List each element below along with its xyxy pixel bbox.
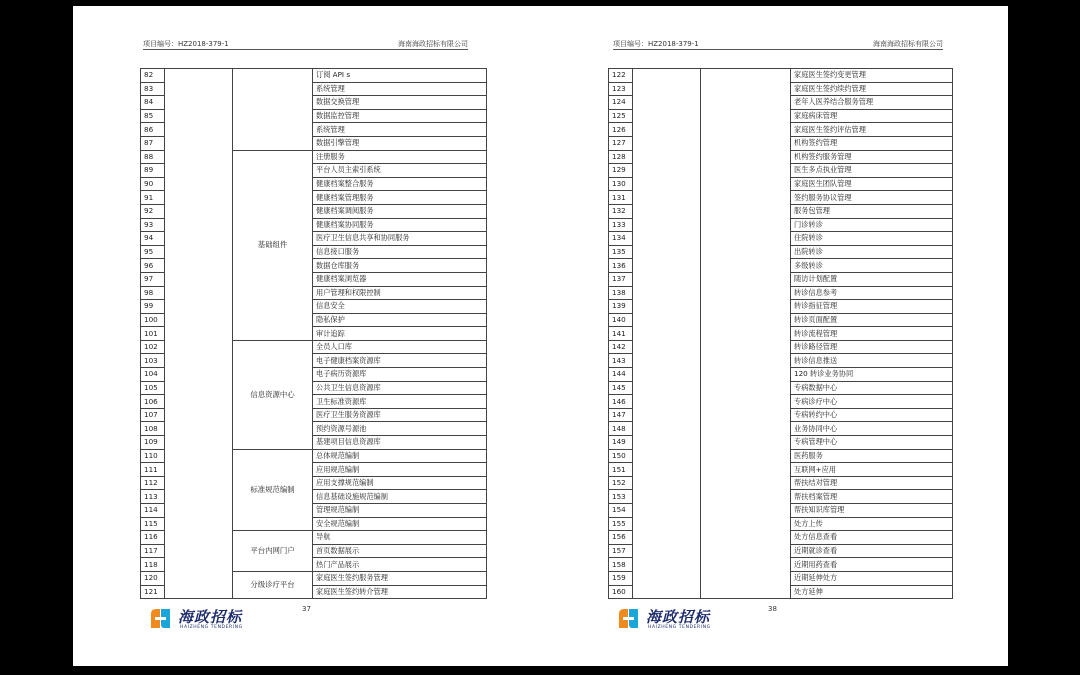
row-number: 147: [609, 408, 633, 422]
item-name: 处方上传: [791, 517, 953, 531]
item-name: 健康档案协同服务: [313, 218, 487, 232]
row-number: 148: [609, 422, 633, 436]
logo-mark-icon: [616, 606, 641, 631]
item-name: 家庭医生团队管理: [791, 177, 953, 191]
item-name: 120 转诊业务协同: [791, 368, 953, 382]
row-number: 90: [141, 177, 165, 191]
project-number: 项目编号：HZ2018-379-1: [143, 40, 229, 48]
item-name: 门诊转诊: [791, 218, 953, 232]
item-name: 转诊路径管理: [791, 340, 953, 354]
logo-chinese-text: 海政招标: [178, 608, 243, 626]
item-name: 近期用药查看: [791, 558, 953, 572]
row-number: 134: [609, 232, 633, 246]
item-name: 医生多点执业管理: [791, 164, 953, 178]
row-number: 121: [141, 585, 165, 599]
row-number: 88: [141, 150, 165, 164]
page-number: 37: [302, 605, 311, 613]
group-label: 标准规范编制: [233, 449, 313, 531]
item-name: 信息安全: [313, 300, 487, 314]
row-number: 140: [609, 313, 633, 327]
page-header: [143, 39, 468, 50]
row-number: 95: [141, 245, 165, 259]
item-name: 数据监控管理: [313, 109, 487, 123]
row-number: 87: [141, 136, 165, 150]
item-name: 电子健康档案资源库: [313, 354, 487, 368]
logo-english-text: HAIZHENG TENDERING: [648, 625, 711, 630]
row-number: 89: [141, 164, 165, 178]
item-name: 转诊信息参考: [791, 286, 953, 300]
page-number: 38: [768, 605, 777, 613]
row-number: 84: [141, 96, 165, 110]
row-number: 139: [609, 300, 633, 314]
row-number: 109: [141, 436, 165, 450]
row-number: 96: [141, 259, 165, 273]
item-name: 转诊流程管理: [791, 327, 953, 341]
row-number: 85: [141, 109, 165, 123]
row-number: 125: [609, 109, 633, 123]
item-name: 医疗卫生服务资源库: [313, 408, 487, 422]
item-name: 审计追踪: [313, 327, 487, 341]
item-name: 家庭医生签约服务管理: [313, 571, 487, 585]
row-number: 127: [609, 136, 633, 150]
left-page: [73, 6, 540, 666]
row-number: 130: [609, 177, 633, 191]
row-number: 92: [141, 204, 165, 218]
item-name: 家庭医生签约续约管理: [791, 82, 953, 96]
row-number: 143: [609, 354, 633, 368]
logo-chinese-text: 海政招标: [646, 608, 711, 626]
right-page: [541, 6, 1008, 666]
row-number: 104: [141, 368, 165, 382]
item-name: 签约服务协议管理: [791, 191, 953, 205]
item-name: 热门产品展示: [313, 558, 487, 572]
project-number: 项目编号：HZ2018-379-1: [613, 40, 699, 48]
row-number: 145: [609, 381, 633, 395]
item-name: 健康档案调阅服务: [313, 204, 487, 218]
row-number: 82: [141, 69, 165, 83]
item-table: [140, 68, 487, 599]
item-name: 转诊页面配置: [791, 313, 953, 327]
item-name: 转诊指征管理: [791, 300, 953, 314]
row-number: 138: [609, 286, 633, 300]
company-name: 海南海政招标有限公司: [873, 40, 943, 48]
item-name: 系统管理: [313, 82, 487, 96]
category-cell: [633, 69, 701, 599]
row-number: 117: [141, 544, 165, 558]
item-name: 住院转诊: [791, 232, 953, 246]
item-name: 健康档案整合服务: [313, 177, 487, 191]
group-label: 平台内网门户: [233, 531, 313, 572]
row-number: 105: [141, 381, 165, 395]
item-name: 公共卫生信息资源库: [313, 381, 487, 395]
item-name: 机构签约服务管理: [791, 150, 953, 164]
page-header: [613, 39, 943, 50]
row-number: 99: [141, 300, 165, 314]
row-number: 160: [609, 585, 633, 599]
row-number: 114: [141, 504, 165, 518]
item-name: 业务协同中心: [791, 422, 953, 436]
item-name: 总体规范编制: [313, 449, 487, 463]
item-name: 家庭医生签约评估管理: [791, 123, 953, 137]
row-number: 151: [609, 463, 633, 477]
item-name: 管理规范编制: [313, 504, 487, 518]
item-name: 导航: [313, 531, 487, 545]
item-name: 互联网+应用: [791, 463, 953, 477]
row-number: 112: [141, 476, 165, 490]
group-label: 信息资源中心: [233, 340, 313, 449]
row-number: 144: [609, 368, 633, 382]
item-name: 家庭医生签约变更管理: [791, 69, 953, 83]
item-name: 健康档案浏览器: [313, 272, 487, 286]
item-name: 应用规范编制: [313, 463, 487, 477]
group-label: 分级诊疗平台: [233, 571, 313, 598]
item-name: 平台人员主索引系统: [313, 164, 487, 178]
row-number: 108: [141, 422, 165, 436]
row-number: 150: [609, 449, 633, 463]
row-number: 107: [141, 408, 165, 422]
row-number: 137: [609, 272, 633, 286]
row-number: 131: [609, 191, 633, 205]
row-number: 152: [609, 476, 633, 490]
item-name: 帮扶结对管理: [791, 476, 953, 490]
row-number: 118: [141, 558, 165, 572]
row-number: 98: [141, 286, 165, 300]
item-name: 转诊信息推送: [791, 354, 953, 368]
row-number: 149: [609, 436, 633, 450]
document-viewer-sheet: [73, 6, 1008, 666]
item-name: 安全规范编制: [313, 517, 487, 531]
item-name: 多级转诊: [791, 259, 953, 273]
row-number: 94: [141, 232, 165, 246]
item-name: 服务包管理: [791, 204, 953, 218]
row-number: 86: [141, 123, 165, 137]
item-name: 专病管理中心: [791, 436, 953, 450]
row-number: 100: [141, 313, 165, 327]
row-number: 91: [141, 191, 165, 205]
item-name: 用户管理和权限控制: [313, 286, 487, 300]
item-name: 预约资源号源池: [313, 422, 487, 436]
row-number: 128: [609, 150, 633, 164]
row-number: 156: [609, 531, 633, 545]
item-name: 近期延伸处方: [791, 571, 953, 585]
item-name: 专病数据中心: [791, 381, 953, 395]
row-number: 101: [141, 327, 165, 341]
group-label: [233, 69, 313, 151]
row-number: 93: [141, 218, 165, 232]
item-name: 家庭病床管理: [791, 109, 953, 123]
item-name: 健康档案管理服务: [313, 191, 487, 205]
table-row: [609, 69, 953, 83]
item-name: 系统管理: [313, 123, 487, 137]
item-name: 订阅 API s: [313, 69, 487, 83]
item-name: 数据仓库服务: [313, 259, 487, 273]
row-number: 115: [141, 517, 165, 531]
item-name: 数据引擎管理: [313, 136, 487, 150]
group-cell: [701, 69, 791, 599]
item-name: 老年人医养结合服务管理: [791, 96, 953, 110]
table-row: [141, 69, 487, 83]
group-label: 基础组件: [233, 150, 313, 340]
row-number: 153: [609, 490, 633, 504]
row-number: 102: [141, 340, 165, 354]
row-number: 103: [141, 354, 165, 368]
row-number: 120: [141, 571, 165, 585]
item-name: 电子病历资源库: [313, 368, 487, 382]
item-name: 基建项目信息资源库: [313, 436, 487, 450]
item-name: 注册服务: [313, 150, 487, 164]
row-number: 132: [609, 204, 633, 218]
row-number: 158: [609, 558, 633, 572]
item-name: 隐私保护: [313, 313, 487, 327]
row-number: 159: [609, 571, 633, 585]
item-name: 首页数据展示: [313, 544, 487, 558]
row-number: 83: [141, 82, 165, 96]
item-table: [608, 68, 953, 599]
item-name: 处方延伸: [791, 585, 953, 599]
row-number: 110: [141, 449, 165, 463]
row-number: 124: [609, 96, 633, 110]
row-number: 142: [609, 340, 633, 354]
company-name: 海南海政招标有限公司: [398, 40, 468, 48]
row-number: 141: [609, 327, 633, 341]
row-number: 116: [141, 531, 165, 545]
item-name: 全员人口库: [313, 340, 487, 354]
item-name: 帮扶知识库管理: [791, 504, 953, 518]
row-number: 136: [609, 259, 633, 273]
item-name: 出院转诊: [791, 245, 953, 259]
item-name: 卫生标准资源库: [313, 395, 487, 409]
item-name: 专病转约中心: [791, 408, 953, 422]
item-name: 数据交换管理: [313, 96, 487, 110]
row-number: 97: [141, 272, 165, 286]
item-name: 随访计划配置: [791, 272, 953, 286]
row-number: 113: [141, 490, 165, 504]
logo-english-text: HAIZHENG TENDERING: [180, 625, 243, 630]
row-number: 135: [609, 245, 633, 259]
item-name: 机构签约管理: [791, 136, 953, 150]
row-number: 129: [609, 164, 633, 178]
item-name: 信息接口服务: [313, 245, 487, 259]
item-name: 处方信息查看: [791, 531, 953, 545]
logo-mark-icon: [148, 606, 173, 631]
row-number: 146: [609, 395, 633, 409]
row-number: 122: [609, 69, 633, 83]
item-name: 近期就诊查看: [791, 544, 953, 558]
row-number: 133: [609, 218, 633, 232]
row-number: 106: [141, 395, 165, 409]
row-number: 154: [609, 504, 633, 518]
row-number: 123: [609, 82, 633, 96]
item-name: 信息基础设施规范编制: [313, 490, 487, 504]
category-cell: [165, 69, 233, 599]
row-number: 126: [609, 123, 633, 137]
item-name: 专病诊疗中心: [791, 395, 953, 409]
item-name: 帮扶档案管理: [791, 490, 953, 504]
item-name: 医疗卫生信息共享和协同服务: [313, 232, 487, 246]
item-name: 家庭医生签约转介管理: [313, 585, 487, 599]
row-number: 157: [609, 544, 633, 558]
item-name: 医药服务: [791, 449, 953, 463]
row-number: 155: [609, 517, 633, 531]
item-name: 应用支撑规范编制: [313, 476, 487, 490]
row-number: 111: [141, 463, 165, 477]
